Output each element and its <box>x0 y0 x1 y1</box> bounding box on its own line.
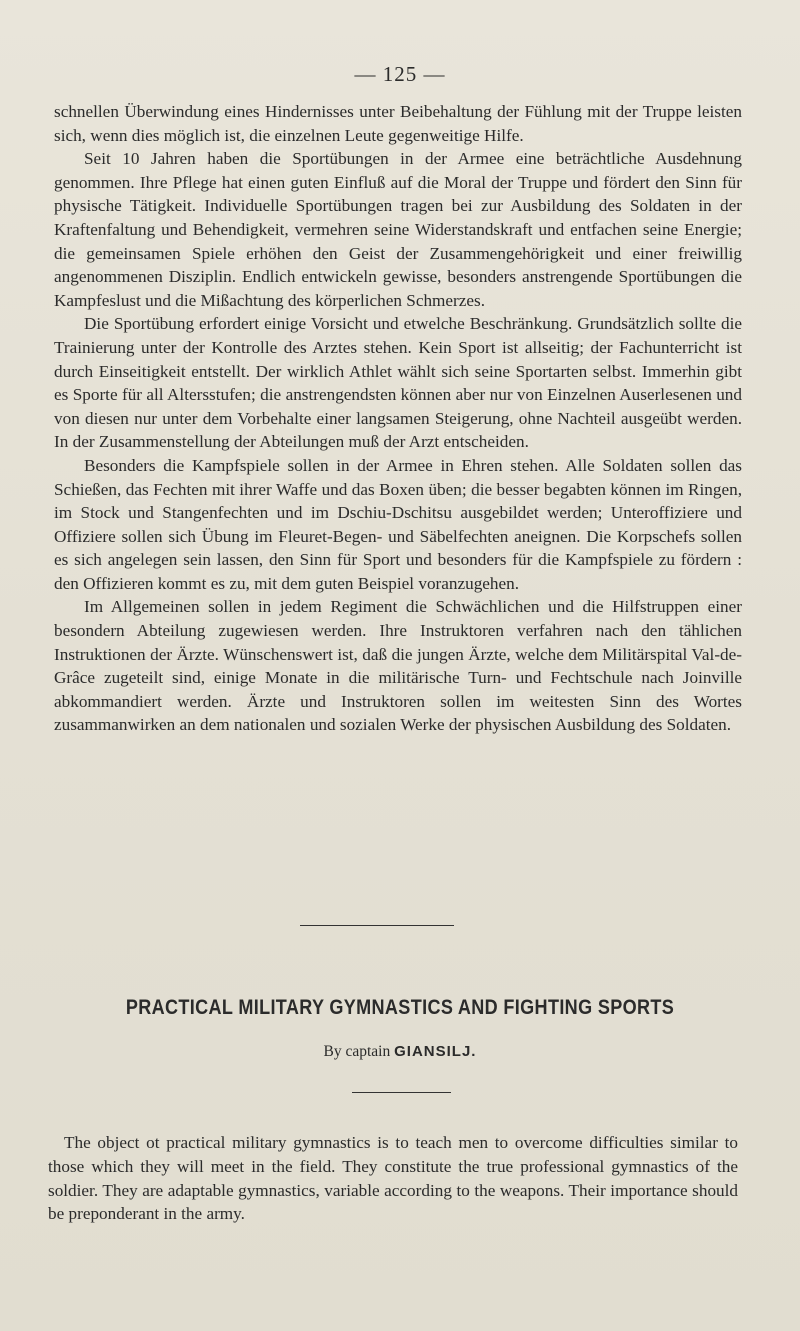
paragraph-4: Besonders die Kampfspiele sollen in der Armee in Ehren stehen. Alle Soldaten sollen das Schießen, das Fechten mit ihrer Waffe und das Boxen üben; die besser begabten können im Ringen, im Stock und Stangenfechten und im Dschiu-Dschitsu ausgebildet werden; Unteroffiziere und Offiziere sollen sich Übung im Fleuret-Begen- und Säbelfechten aneignen. Die Korpschefs sollen es sich angelegen sein lassen, den Sinn für Sport und besonders für die Kampfspiele zu fördern : den Offizieren kommt es zu, mit dem guten Beispiel voranzugehen. <box>54 455 742 593</box>
author-name: GIANSILJ. <box>394 1043 477 1060</box>
paragraph-5: Im Allgemeinen sollen in jedem Regiment die Schwächlichen und die Hilfstruppen einer besondern Abteilung zugewiesen werden. Ihre Instruktoren verfahren nach den tählichen Instruktionen der Ärzte. Wünschenswert ist, daß die jungen Ärzte, welche dem Militärspital Val-de-Grâce zugeteilt sind, einige Monate in die militärische Turn- und Fechtschule nach Joinville abkommandiert werden. Ärzte und Instruktoren sollen im weitesten Sinn des Wortes zusammanwirken an dem nationalen und sozialen Werke der physischen Ausbildung des Soldaten. <box>54 597 742 735</box>
section-divider-top <box>300 925 454 926</box>
german-text-block <box>54 100 742 737</box>
article-title: PRACTICAL MILITARY GYMNASTICS AND FIGHTING SPORTS <box>125 996 675 1019</box>
english-text-block <box>48 1131 738 1226</box>
page-number: — 125 — <box>354 62 446 86</box>
english-paragraph: The object ot practical military gymnastics is to teach men to overcome difficulties similar to those which they will meet in the field. They constitute the true professional gymnastics of the soldier. They are adaptable gymnastics, variable according to the weapons. Their importance should be preponderant in the army. <box>48 1133 738 1224</box>
section-divider-bottom <box>352 1092 451 1093</box>
paragraph-1: schnellen Überwindung eines Hindernisses unter Beibehaltung der Fühlung mit der Truppe leisten sich, wenn dies möglich ist, die einzelnen Leute gegenweitige Hilfe. <box>54 102 742 145</box>
byline-prefix: By captain <box>323 1043 391 1060</box>
paragraph-3: Die Sportübung erfordert einige Vorsicht und etwelche Beschränkung. Grundsätzlich sollte die Trainierung unter der Kontrolle des Arztes stehen. Kein Sport ist allseitig; der Fachunterricht ist durch Einseitigkeit entstellt. Der wirklich Athlet wählt sich seine Sportarten selbst. Immerhin gibt es Sporte für all Altersstufen; die anstrengendsten können aber nur von Einzelnen Auserlesenen und von diesen nur unter dem Vorbehalte einer langsamen Steigerung, ohne Nachteil ausgeübt werden. In der Zusammenstellung der Abteilungen muß der Arzt entscheiden. <box>54 314 742 452</box>
paragraph-2: Seit 10 Jahren haben die Sportübungen in der Armee eine beträchtliche Ausdehnung genommen. Ihre Pflege hat einen guten Einfluß auf die Moral der Truppe und fördert den Sinn für physische Tätigkeit. Individuelle Sportübungen tragen bei zur Ausbildung des Soldaten in der Kraftenfaltung und Behendigkeit, vermehren seine Widerstandskraft und entfachen seine Energie; die gemeinsamen Spiele erhöhen den Geist der Zusammengehörigkeit und einer freiwillig angenommenen Disziplin. Endlich entwickeln gewisse, besonders anstrengende Sportübungen die Kampfeslust und die Mißachtung des körperlichen Schmerzes. <box>54 149 742 310</box>
article-byline <box>0 1043 800 1061</box>
